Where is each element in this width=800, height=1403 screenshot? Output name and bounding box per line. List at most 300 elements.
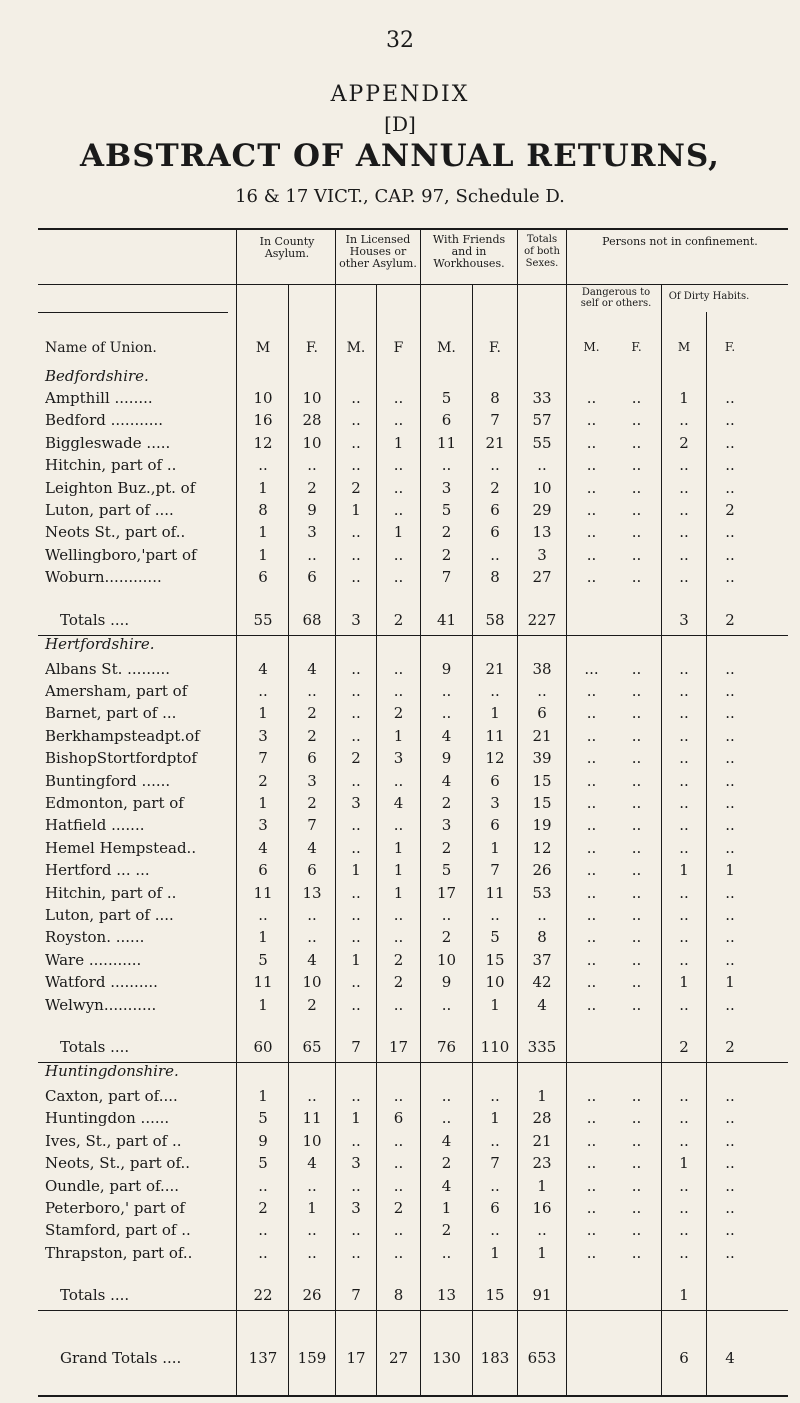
cell: .. [393, 389, 404, 407]
header-licensed-m: M. [346, 340, 366, 356]
cell: .. [351, 906, 361, 924]
cell: .. [258, 682, 268, 700]
cell: 4 [725, 1349, 735, 1367]
cell: .. [725, 950, 735, 969]
cell: 3 [258, 816, 268, 835]
cell: 28 [302, 411, 322, 430]
cell: 3 [258, 726, 268, 745]
cell: .. [351, 771, 361, 790]
cell: .. [441, 1087, 452, 1105]
cell: 4 [537, 995, 547, 1014]
cell: .. [631, 1221, 642, 1240]
table-row [0, 861, 800, 881]
table-row [0, 1132, 800, 1152]
cell: 11 [302, 1109, 322, 1128]
cell: 6 [490, 501, 500, 519]
appendix-label: APPENDIX [330, 82, 470, 107]
cell: .. [725, 838, 735, 857]
cell: 2 [725, 610, 735, 629]
cell: .. [351, 389, 361, 407]
cell: 6 [490, 816, 500, 835]
header-dangerous-m: M. [583, 340, 600, 354]
cell: 1 [725, 973, 735, 992]
union-name: Leighton Buz.,pt. of [45, 478, 196, 497]
cell: 23 [532, 1154, 552, 1173]
union-name: Neots, St., part of.. [45, 1154, 190, 1173]
cell: 6 [258, 568, 268, 587]
cell: 5 [258, 1154, 268, 1173]
total-row [0, 1286, 800, 1306]
cell: .. [631, 883, 642, 902]
cell: 9 [441, 659, 452, 678]
header-asylum-m: M [255, 340, 271, 356]
cell: 183 [480, 1349, 510, 1367]
union-name: Huntingdon ...... [45, 1109, 170, 1128]
table-row [0, 523, 800, 543]
cell: 6 [537, 704, 547, 723]
cell: .. [631, 1199, 642, 1217]
cell: .. [679, 501, 689, 519]
cell: .. [441, 704, 452, 723]
cell: .. [351, 545, 361, 564]
cell: .. [351, 1131, 361, 1150]
cell: 65 [302, 1038, 322, 1056]
cell: .. [351, 411, 361, 430]
cell: .. [631, 411, 642, 430]
union-name: Grand Totals .... [60, 1349, 182, 1367]
cell: 4 [307, 950, 317, 969]
cell: 3 [307, 771, 317, 790]
cell: .. [679, 1243, 689, 1262]
cell: .. [631, 861, 642, 880]
cell: 6 [490, 1199, 500, 1217]
cell: 9 [307, 501, 317, 519]
cell: 4 [441, 726, 452, 745]
cell: 11 [253, 973, 273, 992]
table-row [0, 839, 800, 859]
cell: 1 [725, 861, 735, 880]
cell: 1 [258, 928, 268, 947]
cell: 1 [307, 1199, 317, 1217]
union-name: Barnet, part of ... [45, 704, 177, 723]
cell: .. [351, 659, 361, 678]
cell: .. [351, 1221, 361, 1240]
cell: 8 [537, 928, 547, 947]
table-row [0, 389, 800, 409]
cell: .. [307, 545, 317, 564]
table-row [0, 816, 800, 836]
union-name: Woburn............ [45, 568, 162, 587]
cell: .. [586, 883, 597, 902]
cell: 110 [480, 1038, 510, 1056]
cell: 2 [258, 771, 268, 790]
cell: 21 [485, 433, 505, 452]
cell: 6 [441, 411, 452, 430]
cell: .. [586, 456, 597, 475]
cell: .. [393, 411, 404, 430]
cell: .. [679, 771, 689, 790]
cell: 1 [679, 389, 689, 407]
cell: .. [586, 928, 597, 947]
county-heading: Bedfordshire. [45, 367, 149, 385]
cell: .. [679, 411, 689, 430]
union-name: Royston. ...... [45, 928, 145, 947]
cell: .. [351, 704, 361, 723]
table-row [0, 479, 800, 499]
cell: 1 [537, 1243, 547, 1262]
cell: 1 [258, 545, 268, 564]
cell: 76 [436, 1038, 457, 1056]
cell: 68 [302, 610, 322, 629]
cell: 1 [490, 1243, 500, 1262]
cell: .. [490, 545, 500, 564]
cell: 4 [441, 1176, 452, 1195]
union-name: Ives, St., part of .. [45, 1131, 182, 1150]
cell: 5 [441, 861, 452, 880]
cell: .. [725, 523, 735, 542]
header-friends-m: M. [437, 340, 456, 356]
cell: .. [393, 1243, 404, 1262]
cell: 9 [441, 749, 452, 768]
cell: 1 [393, 726, 404, 745]
cell: .. [586, 682, 597, 700]
union-name: Totals .... [60, 610, 130, 629]
cell: .. [631, 545, 642, 564]
cell: .. [586, 950, 597, 969]
cell: 3 [351, 794, 361, 812]
cell: .. [258, 906, 268, 924]
cell: .. [725, 1221, 735, 1240]
cell: .. [393, 816, 404, 835]
cell: 11 [485, 726, 505, 745]
table-row [0, 951, 800, 971]
cell: 4 [393, 794, 404, 812]
cell: .. [351, 1176, 361, 1195]
cell: 4 [307, 1154, 317, 1173]
table-row [0, 1109, 800, 1129]
cell: .. [351, 816, 361, 835]
cell: 6 [490, 523, 500, 542]
cell: 33 [532, 389, 552, 407]
cell: 16 [253, 411, 273, 430]
table-row [0, 1154, 800, 1174]
county-heading: Hertfordshire. [45, 634, 155, 653]
cell: .. [679, 704, 689, 723]
cell: 10 [302, 433, 322, 452]
union-name: Berkhampsteadpt.of [45, 726, 200, 745]
cell: 8 [490, 568, 500, 587]
cell: 1 [490, 995, 500, 1014]
cell: .. [679, 950, 689, 969]
cell: .. [586, 501, 597, 519]
cell: .. [679, 1109, 689, 1128]
cell: 3 [490, 794, 500, 812]
cell: 7 [258, 749, 268, 768]
cell: .. [679, 1176, 689, 1195]
document-title: ABSTRACT OF ANNUAL RETURNS, [80, 138, 720, 174]
header-dirty: Of Dirty Habits. [668, 291, 750, 302]
cell: 15 [485, 950, 505, 969]
cell: .. [351, 973, 361, 992]
cell: 4 [258, 838, 268, 857]
cell: .. [725, 704, 735, 723]
cell: 57 [532, 411, 552, 430]
cell: 8 [258, 501, 268, 519]
header-name-of-union: Name of Union. [45, 340, 157, 356]
cell: .. [586, 906, 597, 924]
cell: .. [393, 1221, 404, 1240]
cell: 1 [490, 1109, 500, 1128]
union-name: Thrapston, part of.. [45, 1243, 193, 1262]
cell: .. [393, 478, 404, 497]
cell: 1 [351, 501, 361, 519]
cell: 3 [351, 1154, 361, 1173]
cell: 7 [441, 568, 452, 587]
table-row [0, 794, 800, 814]
cell: 2 [307, 704, 317, 723]
cell: .. [490, 1131, 500, 1150]
cell: .. [725, 726, 735, 745]
cell: 159 [297, 1349, 327, 1367]
cell: 10 [485, 973, 505, 992]
cell: .. [351, 883, 361, 902]
cell: .. [586, 568, 597, 587]
cell: 19 [532, 816, 552, 835]
cell: .. [725, 1154, 735, 1173]
county-heading: Huntingdonshire. [45, 1062, 179, 1080]
cell: 58 [485, 610, 505, 629]
cell: .. [679, 523, 689, 542]
cell: 2 [393, 704, 404, 723]
cell: .. [631, 749, 642, 768]
cell: .. [725, 1199, 735, 1217]
cell: 7 [490, 1154, 500, 1173]
cell: .. [393, 906, 404, 924]
union-name: Albans St. ......... [45, 659, 171, 678]
union-name: Watford .......... [45, 973, 158, 992]
total-row [0, 1349, 800, 1369]
cell: 1 [351, 950, 361, 969]
cell: .. [725, 906, 735, 924]
cell: 6 [490, 771, 500, 790]
cell: .. [725, 389, 735, 407]
cell: 21 [532, 726, 552, 745]
cell: .. [586, 816, 597, 835]
cell: .. [258, 1221, 268, 1240]
cell: 7 [351, 1286, 361, 1305]
cell: 6 [393, 1109, 404, 1128]
cell: .. [537, 456, 547, 475]
cell: .. [351, 838, 361, 857]
cell: 12 [485, 749, 505, 768]
cell: 38 [532, 659, 552, 678]
cell: 2 [490, 478, 500, 497]
cell: 3 [679, 610, 689, 629]
table-row [0, 749, 800, 769]
cell: 17 [388, 1038, 409, 1056]
cell: .. [441, 682, 452, 700]
cell: .. [679, 838, 689, 857]
cell: .. [351, 682, 361, 700]
cell: .. [393, 545, 404, 564]
table-row [0, 501, 800, 521]
cell: 2 [441, 838, 452, 857]
header-asylum-f: F. [306, 340, 318, 356]
cell: 2 [307, 794, 317, 812]
cell: .. [537, 906, 547, 924]
union-name: Oundle, part of.... [45, 1176, 180, 1195]
cell: .. [725, 816, 735, 835]
header-dangerous: Dangerous to self or others. [580, 287, 652, 309]
table-row [0, 1177, 800, 1197]
cell: .. [725, 794, 735, 812]
union-name: Amersham, part of [45, 682, 188, 700]
cell: 2 [441, 928, 452, 947]
cell: 12 [532, 838, 552, 857]
cell: .. [679, 928, 689, 947]
cell: .. [679, 1221, 689, 1240]
table-row [0, 704, 800, 724]
table-row [0, 727, 800, 747]
cell: 4 [307, 659, 317, 678]
cell: 2 [393, 1199, 404, 1217]
cell: 1 [490, 704, 500, 723]
cell: .. [537, 682, 547, 700]
cell: 5 [490, 928, 500, 947]
cell: .. [631, 1131, 642, 1150]
cell: 9 [258, 1131, 268, 1150]
cell: .. [631, 478, 642, 497]
cell: 3 [393, 749, 404, 768]
cell: 11 [436, 433, 457, 452]
cell: 130 [432, 1349, 461, 1367]
cell: .. [307, 682, 317, 700]
cell: 7 [490, 861, 500, 880]
cell: .. [631, 433, 642, 452]
header-licensed-f: F [393, 340, 404, 356]
cell: 1 [258, 794, 268, 812]
cell: .. [586, 794, 597, 812]
cell: 2 [258, 1199, 268, 1217]
cell: 653 [527, 1349, 557, 1367]
cell: 6 [307, 861, 317, 880]
union-name: Peterboro,' part of [45, 1199, 185, 1217]
union-name: Caxton, part of.... [45, 1087, 178, 1105]
table-row [0, 1244, 800, 1264]
cell: .. [631, 973, 642, 992]
table-row [0, 928, 800, 948]
cell: .. [631, 1243, 642, 1262]
cell: .. [307, 906, 317, 924]
cell: .. [725, 1243, 735, 1262]
cell: 1 [393, 861, 404, 880]
cell: .. [586, 749, 597, 768]
cell: .. [679, 995, 689, 1014]
cell: .. [631, 1087, 642, 1105]
header-dangerous-f: F. [631, 340, 642, 354]
cell: .. [679, 726, 689, 745]
header-county-asylum: In County Asylum. [259, 235, 315, 260]
cell: .. [586, 1087, 597, 1105]
cell: .. [351, 568, 361, 587]
cell: .. [679, 659, 689, 678]
cell: .. [725, 1087, 735, 1105]
cell: .. [725, 478, 735, 497]
total-row [0, 1038, 800, 1058]
cell: .. [631, 659, 642, 678]
cell: .. [631, 1154, 642, 1173]
cell: .. [631, 523, 642, 542]
cell: .. [351, 995, 361, 1014]
cell: .. [586, 726, 597, 745]
cell: .. [393, 501, 404, 519]
table-row [0, 1199, 800, 1219]
cell: .. [441, 995, 452, 1014]
cell: .. [725, 995, 735, 1014]
cell: .. [679, 906, 689, 924]
cell: 7 [307, 816, 317, 835]
cell: 10 [532, 478, 552, 497]
cell: 2 [393, 950, 404, 969]
cell: 15 [485, 1286, 505, 1305]
union-name: Hemel Hempstead.. [45, 838, 197, 857]
cell: .. [441, 456, 452, 475]
cell: 1 [679, 861, 689, 880]
cell: .. [586, 1109, 597, 1128]
cell: 17 [436, 883, 457, 902]
header-dirty-m: M [677, 340, 691, 354]
cell: .. [631, 1176, 642, 1195]
cell: 2 [307, 478, 317, 497]
cell: .. [631, 838, 642, 857]
table-row [0, 884, 800, 904]
cell: 26 [532, 861, 552, 880]
cell: 11 [485, 883, 505, 902]
union-name: Hatfield ....... [45, 816, 145, 835]
cell: 2 [441, 545, 452, 564]
cell: 6 [307, 568, 317, 587]
table-row [0, 411, 800, 431]
header-dirty-f: F. [724, 340, 736, 354]
cell: 3 [351, 1199, 361, 1217]
cell: .. [586, 1176, 597, 1195]
cell: 335 [527, 1038, 557, 1056]
table-row [0, 660, 800, 680]
union-name: Hertford ... ... [45, 861, 150, 880]
cell: 4 [441, 771, 452, 790]
cell: .. [725, 1109, 735, 1128]
cell: .. [725, 883, 735, 902]
cell: .. [586, 861, 597, 880]
cell: 1 [679, 973, 689, 992]
cell: 91 [532, 1286, 552, 1305]
cell: 11 [253, 883, 273, 902]
header-rule-sub [38, 284, 788, 285]
cell: 13 [532, 523, 552, 542]
cell: .. [537, 1221, 547, 1240]
union-name: Buntingford ...... [45, 771, 171, 790]
cell: .. [586, 771, 597, 790]
cell: .. [307, 1087, 317, 1105]
cell: .. [258, 1243, 268, 1262]
cell: .. [393, 1176, 404, 1195]
cell: .. [351, 1243, 361, 1262]
cell: .. [586, 1131, 597, 1150]
cell: 1 [393, 523, 404, 542]
cell: 1 [441, 1199, 452, 1217]
cell: 3 [537, 545, 547, 564]
cell: 2 [393, 973, 404, 992]
